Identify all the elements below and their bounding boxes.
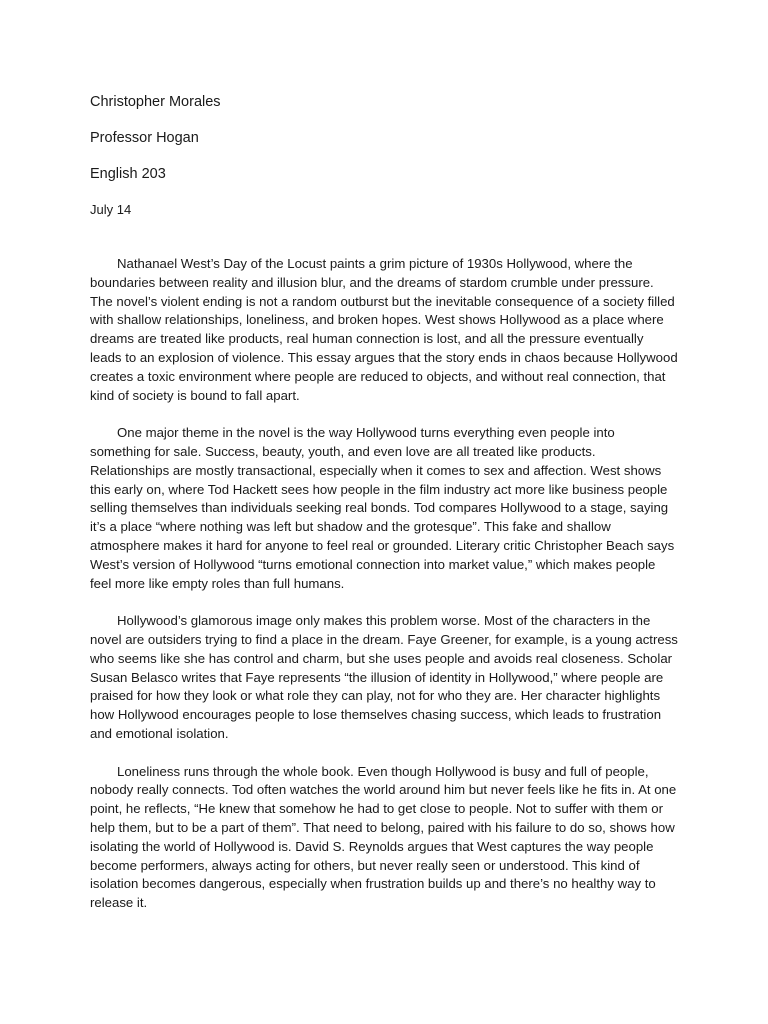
essay-body	[90, 255, 678, 913]
paragraph-loneliness: Loneliness runs through the whole book. Even though Hollywood is busy and full of people, nobody really connects. Tod often watches the world around him but never feels like he fits in. At one point, he reflects, “He knew that somehow he had to get close to people. Not to suffer with them or help them, but to be a part of them”. That need to belong, paired with his failure to do so, shows how isolating the world of Hollywood is. David S. Reynolds argues that West captures the way people become performers, always acting for others, but never really seen or understood. This kind of isolation becomes dangerous, especially when frustration builds up and there’s no healthy way to release it.	[90, 763, 677, 911]
paragraph-commodification: One major theme in the novel is the way Hollywood turns everything even people into something for sale. Success, beauty, youth, and even love are all treated like products. Relationships are mostly transactional, especially when it comes to sex and affection. West shows this early on, where Tod Hackett sees how people in the film industry act more like business people selling themselves than individuals seeking real bonds. Tod compares Hollywood to a stage, saying it’s a place “where nothing was left but shadow and the grotesque”. This fake and shallow atmosphere makes it hard for anyone to feel real or grounded. Literary critic Christopher Beach says West’s version of Hollywood “turns emotional connection into market value,” which makes people feel more like empty roles than full humans.	[90, 425, 675, 591]
professor-name: Professor Hogan	[90, 130, 199, 146]
author-name: Christopher Morales	[90, 94, 221, 110]
paragraph-intro: Nathanael West’s Day of the Locust paints a grim picture of 1930s Hollywood, where the boundaries between reality and illusion blur, and the dreams of stardom crumble under pressure. The novel’s violent ending is not a random outburst but the inevitable consequence of a society filled with shallow relationships, loneliness, and broken hopes. West shows Hollywood as a place where dreams are treated like products, real human connection is lost, and all the pressure eventually leads to an explosion of violence. This essay argues that the story ends in chaos because Hollywood creates a toxic environment where people are reduced to objects, and without real connection, that kind of society is bound to fall apart.	[90, 256, 678, 403]
essay-date: July 14	[90, 202, 132, 217]
course-name: English 203	[90, 166, 166, 182]
paragraph-glamour: Hollywood’s glamorous image only makes this problem worse. Most of the characters in the novel are outsiders trying to find a place in the dream. Faye Greener, for example, is a young actress who seems like she has control and charm, but she uses people and avoids real closeness. Scholar Susan Belasco writes that Faye represents “the illusion of identity in Hollywood,” where people are praised for how they look or what role they can play, not for who they are. Her character highlights how Hollywood encourages people to lose themselves chasing success, which leads to frustration and emotional isolation.	[90, 613, 678, 741]
